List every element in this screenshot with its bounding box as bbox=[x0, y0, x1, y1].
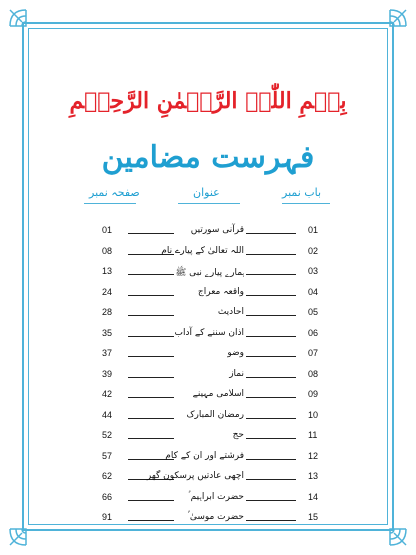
leader-line bbox=[128, 418, 174, 419]
chapter-number: 09 bbox=[308, 389, 319, 399]
leader-line bbox=[246, 233, 296, 234]
chapter-title: ہمارے پیارے نبی ﷺ bbox=[175, 268, 244, 278]
chapter-title: حضرت ابراہیم ؑ bbox=[188, 491, 244, 502]
page-number: 37 bbox=[102, 348, 113, 358]
leader-line bbox=[246, 254, 296, 255]
chapter-number: 02 bbox=[308, 245, 319, 256]
page-number: 57 bbox=[102, 450, 113, 461]
leader-line bbox=[246, 336, 296, 337]
chapter-title: حضرت موسیٰ ؑ bbox=[187, 512, 244, 522]
table-row bbox=[0, 492, 416, 512]
chapter-title: نماز bbox=[229, 368, 244, 379]
page-number: 91 bbox=[102, 512, 113, 522]
chapter-number: 14 bbox=[308, 491, 319, 502]
table-row bbox=[0, 225, 416, 245]
header-underline-page bbox=[84, 203, 136, 204]
chapter-title: اذان سننے کے آداب bbox=[174, 327, 244, 338]
column-header-page: صفحہ نمبر bbox=[89, 186, 140, 199]
chapter-title: واقعہ معراج bbox=[197, 286, 244, 297]
page-number: 62 bbox=[102, 471, 113, 481]
leader-line bbox=[128, 397, 174, 398]
page-number: 52 bbox=[102, 430, 113, 440]
header-underline-chapter bbox=[282, 203, 330, 204]
chapter-number: 13 bbox=[308, 471, 319, 481]
bismillah-heading: بِسۡمِ اللّٰہِ الرَّحۡمٰنِ الرَّحِیۡمِ bbox=[69, 88, 347, 114]
leader-line bbox=[246, 397, 296, 398]
page-number: 42 bbox=[102, 389, 113, 399]
table-row bbox=[0, 471, 416, 491]
chapter-number: 03 bbox=[308, 266, 319, 276]
page-number: 44 bbox=[102, 409, 113, 420]
leader-line bbox=[128, 438, 174, 439]
page-title: فہرست مضامین bbox=[101, 140, 315, 175]
leader-line bbox=[128, 377, 174, 378]
page-number: 39 bbox=[102, 368, 113, 379]
chapter-title: اچھی عادتیں پرسکون گھر bbox=[146, 471, 244, 481]
chapter-number: 01 bbox=[308, 225, 319, 235]
chapter-number: 12 bbox=[308, 450, 319, 461]
leader-line bbox=[246, 356, 296, 357]
leader-line bbox=[246, 274, 296, 275]
leader-line bbox=[246, 479, 296, 480]
leader-line bbox=[128, 336, 174, 337]
chapter-title: رمضان المبارک bbox=[186, 409, 244, 420]
table-row bbox=[0, 369, 416, 389]
chapter-title: حج bbox=[232, 430, 244, 440]
leader-line bbox=[246, 500, 296, 501]
chapter-number: 11 bbox=[308, 430, 318, 440]
leader-line bbox=[246, 295, 296, 296]
table-row bbox=[0, 266, 416, 286]
table-row bbox=[0, 328, 416, 348]
leader-line bbox=[128, 274, 174, 275]
chapter-number: 04 bbox=[308, 286, 319, 297]
chapter-number: 07 bbox=[308, 348, 319, 358]
leader-line bbox=[128, 520, 174, 521]
table-row bbox=[0, 410, 416, 430]
table-row bbox=[0, 430, 416, 450]
page-number: 35 bbox=[102, 327, 113, 338]
chapter-title: قرآنی سورتیں bbox=[190, 225, 244, 235]
page-number: 13 bbox=[102, 266, 113, 276]
column-header-title: عنوان bbox=[193, 186, 220, 199]
page-number: 24 bbox=[102, 286, 113, 297]
table-row bbox=[0, 246, 416, 266]
leader-line bbox=[246, 438, 296, 439]
leader-line bbox=[246, 418, 296, 419]
chapter-number: 15 bbox=[308, 512, 319, 522]
chapter-number: 08 bbox=[308, 368, 319, 379]
leader-line bbox=[246, 377, 296, 378]
chapter-title: وضو bbox=[227, 348, 244, 358]
page-number: 66 bbox=[102, 491, 113, 502]
page-number: 01 bbox=[102, 225, 113, 235]
leader-line bbox=[246, 520, 296, 521]
chapter-number: 06 bbox=[308, 327, 319, 338]
leader-line bbox=[246, 459, 296, 460]
page-number: 28 bbox=[102, 307, 113, 317]
chapter-number: 10 bbox=[308, 409, 319, 420]
chapter-title: اللہ تعالیٰ کے پیارے نام bbox=[161, 245, 244, 256]
table-row bbox=[0, 451, 416, 471]
corner-ornament-top-left bbox=[6, 6, 46, 46]
table-row bbox=[0, 287, 416, 307]
leader-line bbox=[128, 315, 174, 316]
corner-ornament-top-right bbox=[370, 6, 410, 46]
header-underline-title bbox=[178, 203, 240, 204]
table-row bbox=[0, 307, 416, 327]
chapter-number: 05 bbox=[308, 307, 319, 317]
leader-line bbox=[128, 356, 174, 357]
leader-line bbox=[128, 500, 174, 501]
table-row bbox=[0, 389, 416, 409]
column-header-chapter: باب نمبر bbox=[282, 186, 322, 199]
table-row bbox=[0, 512, 416, 532]
leader-line bbox=[128, 295, 174, 296]
chapter-title: فرشتے اور ان کے کام bbox=[165, 450, 244, 461]
table-row bbox=[0, 348, 416, 368]
chapter-title: اسلامی مہینے bbox=[192, 389, 244, 399]
leader-line bbox=[246, 315, 296, 316]
chapter-title: احادیث bbox=[217, 307, 244, 317]
leader-line bbox=[128, 233, 174, 234]
page-number: 08 bbox=[102, 245, 113, 256]
